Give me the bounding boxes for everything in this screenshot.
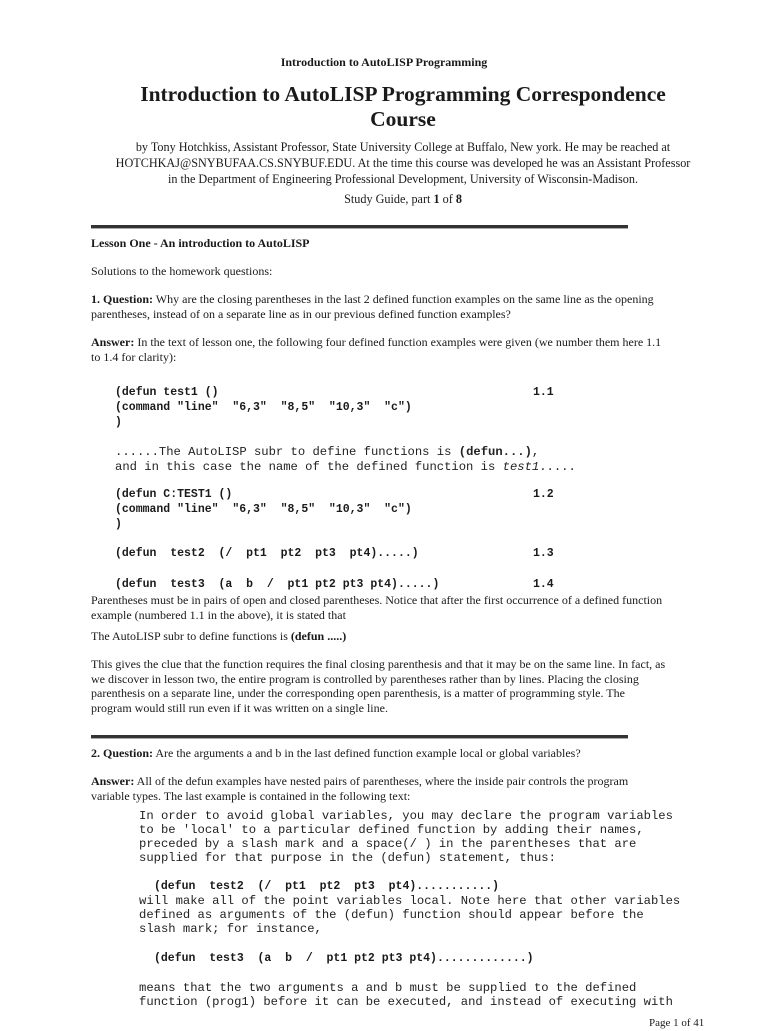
question-2 [91, 746, 731, 761]
quoted-line: supplied for that purpose in the (defun) statement, thus: [139, 851, 556, 865]
code-note [115, 445, 539, 459]
subr-text: The AutoLISP subr to define functions is [91, 629, 291, 643]
solutions-intro: Solutions to the homework questions: [91, 264, 273, 278]
subr-statement [91, 629, 346, 644]
study-guide-prefix: Study Guide, part [344, 192, 434, 206]
running-header: Introduction to AutoLISP Programming [280, 55, 488, 69]
code-line: ) [115, 518, 122, 531]
question-label: 2. Question: [91, 746, 154, 760]
code-line: (defun test3 (a b / pt1 pt2 pt3 pt4).....) [115, 578, 440, 591]
example-number: 1.1 [533, 386, 554, 399]
answer-label: Answer: [91, 335, 135, 349]
paragraph-line: we discover in lesson two, the entire program is controlled by parentheses rather than by lines. Placing the closing [91, 671, 639, 686]
answer-text: In the text of lesson one, the following four defined function examples were given (we number them here 1.1 [134, 335, 662, 349]
code-line: (defun test1 () [115, 386, 219, 399]
quoted-line: preceded by a slash mark and a space(/ ) in the parentheses that are [139, 837, 637, 851]
divider [91, 735, 628, 739]
study-guide-part: 1 [433, 192, 440, 206]
byline-line: HOTCHKAJ@SNYBUFAA.CS.SNYBUF.EDU. At the time this course was developed he was an Assistant Professor [115, 156, 691, 170]
example-number: 1.4 [533, 578, 554, 591]
code-note-text: ..... [539, 460, 576, 474]
code-note-text: , [531, 445, 540, 459]
paragraph-line: Parentheses must be in pairs of open and closed parentheses. Notice that after the first occurrence of a defined function [91, 593, 663, 607]
answer-text: All of the defun examples have nested pairs of parentheses, where the inside pair controls the program [134, 774, 629, 788]
title-line-2: Course [370, 107, 436, 131]
code-line: (defun test2 (/ pt1 pt2 pt3 pt4)...........) [154, 880, 500, 893]
quoted-line: In order to avoid global variables, you may declare the program variables [139, 809, 673, 823]
question-label: 1. Question: [91, 292, 154, 306]
question-1 [91, 292, 731, 321]
code-note-italic: test1 [502, 460, 540, 474]
byline [0, 139, 768, 187]
answer-text: variable types. The last example is contained in the following text: [91, 788, 411, 803]
code-line: (defun test2 (/ pt1 pt2 pt3 pt4).....) [115, 547, 419, 560]
question-text: Why are the closing parentheses in the last 2 defined function examples on the same line as the opening [153, 292, 654, 306]
paragraph-line: example (numbered 1.1 in the above), it is stated that [91, 607, 346, 622]
answer-2 [91, 774, 731, 803]
paragraph [91, 657, 731, 715]
code-note-bold: (defun...) [458, 445, 532, 459]
paragraph-line: program would still run even if it was written on a single line. [91, 700, 388, 715]
paragraph-line: This gives the clue that the function requires the final closing parenthesis and that it may be on the same line. In fact, as [91, 657, 666, 671]
lesson-heading: Lesson One - An introduction to AutoLISP [91, 236, 310, 250]
page-number: Page 1 of 41 [649, 1017, 705, 1029]
quoted-line: defined as arguments of the (defun) function should appear before the [139, 908, 644, 922]
answer-text: to 1.4 for clarity): [91, 349, 177, 364]
page-title [0, 82, 768, 132]
quoted-line: will make all of the point variables local. Note here that other variables [139, 894, 681, 908]
answer-1 [91, 335, 731, 364]
answer-label: Answer: [91, 774, 135, 788]
code-note [115, 460, 576, 474]
paragraph-line: parenthesis on a separate line, under the corresponding open parenthesis, is a matter of programming style. The [91, 686, 625, 700]
question-text: Are the arguments a and b in the last defined function example local or global variables? [153, 746, 581, 760]
code-line: (defun test3 (a b / pt1 pt2 pt3 pt4).............) [154, 952, 534, 965]
study-guide-total: 8 [455, 192, 462, 206]
divider [91, 225, 628, 229]
subr-bold: (defun .....) [290, 629, 347, 643]
code-line: (defun C:TEST1 () [115, 488, 233, 501]
quoted-line: means that the two arguments a and b must be supplied to the defined [139, 981, 637, 995]
byline-line: in the Department of Engineering Professional Development, University of Wisconsin-Madison. [167, 172, 639, 186]
quoted-line: to be 'local' to a particular defined function by adding their names, [139, 823, 644, 837]
question-text: parentheses, instead of on a separate line as in our previous defined function examples? [91, 306, 511, 321]
code-note-text: ......The AutoLISP subr to define functions is [115, 445, 459, 459]
quoted-line: function (prog1) before it can be executed, and instead of executing with [139, 995, 673, 1009]
example-number: 1.2 [533, 488, 554, 501]
paragraph [91, 593, 731, 622]
code-note-text: and in this case the name of the defined function is [115, 460, 503, 474]
code-line: (command "line" "6,3" "8,5" "10,3" "c") [115, 401, 412, 414]
byline-line: by Tony Hotchkiss, Assistant Professor, State University College at Buffalo, New york. He may be reached at [135, 140, 671, 154]
example-number: 1.3 [533, 547, 554, 560]
code-line: ) [115, 416, 122, 429]
title-line-1: Introduction to AutoLISP Programming Correspondence [140, 82, 666, 106]
code-line: (command "line" "6,3" "8,5" "10,3" "c") [115, 503, 412, 516]
study-guide-label [0, 192, 768, 207]
quoted-line: slash mark; for instance, [139, 922, 322, 936]
study-guide-of: of [439, 192, 456, 206]
